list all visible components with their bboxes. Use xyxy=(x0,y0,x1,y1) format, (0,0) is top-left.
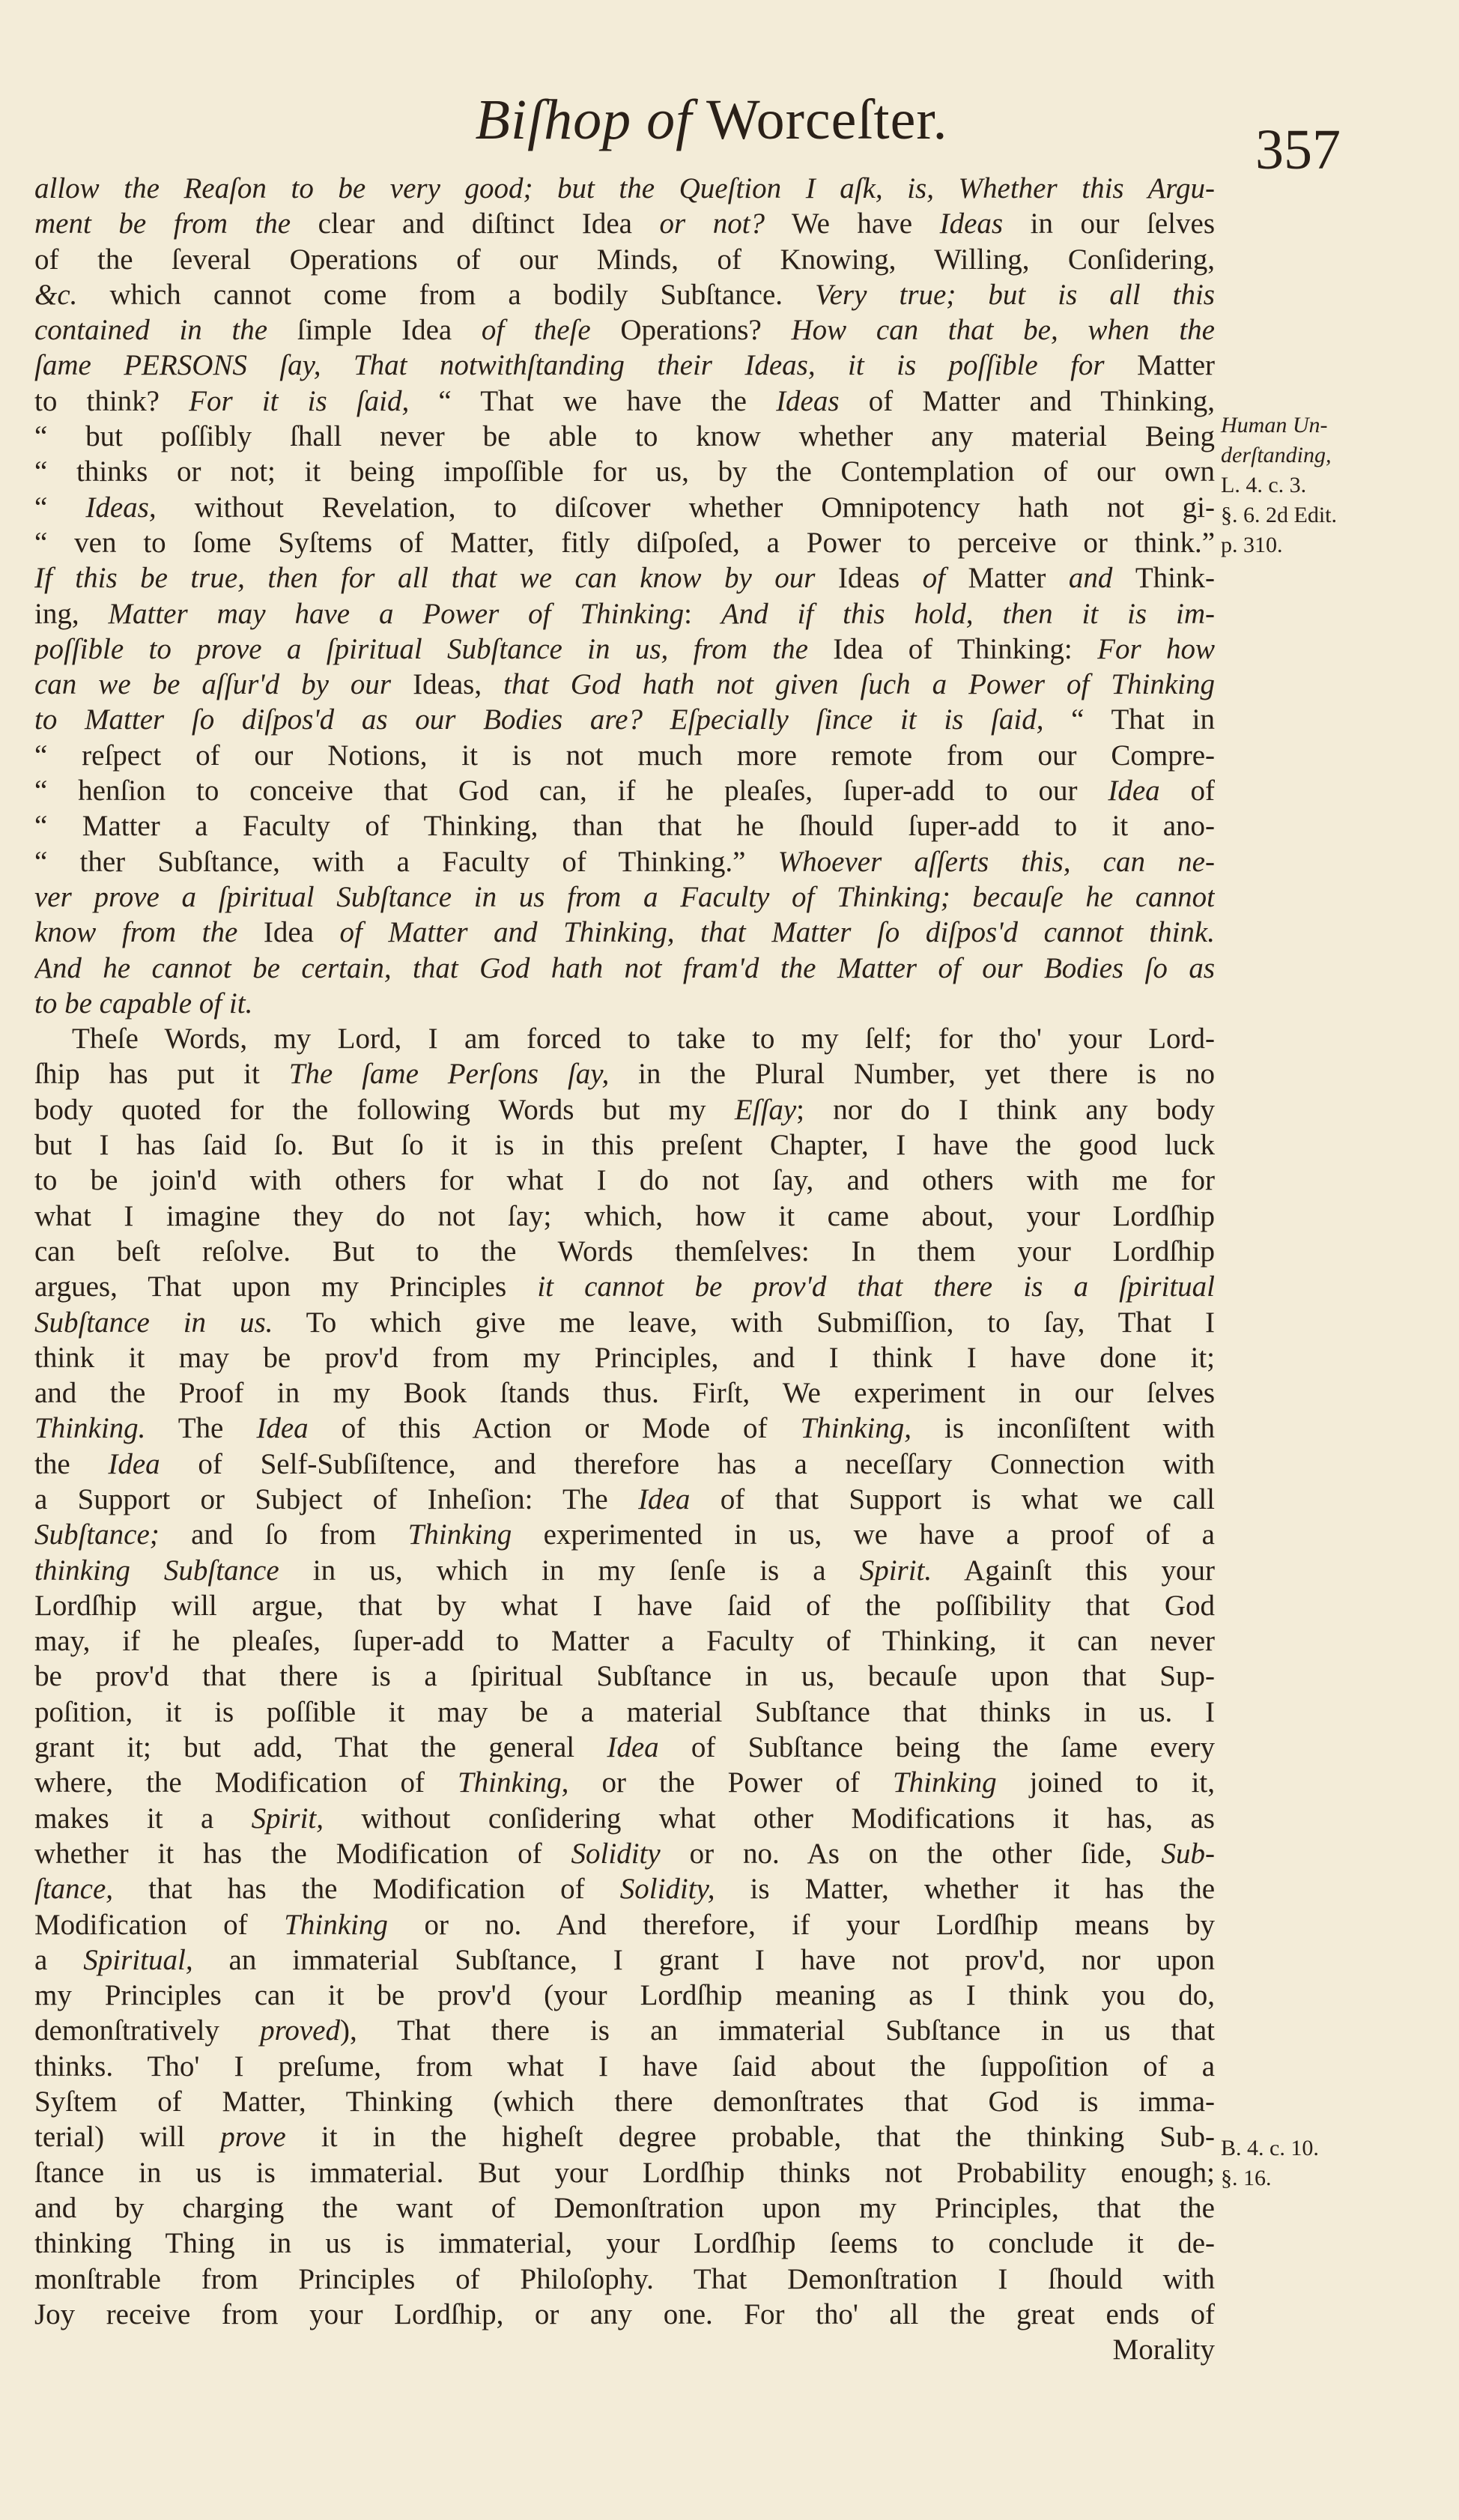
italic-run: Thinking xyxy=(284,1908,388,1941)
margin-note-line: Human Un- xyxy=(1221,413,1328,437)
roman-run: may, if he pleaſes, ſuper-add to Matter a Faculty of Thinking, it can never xyxy=(34,1625,1215,1658)
roman-run: terial) will xyxy=(34,2121,221,2154)
italic-run: prove xyxy=(220,2121,286,2154)
roman-run: Operations? xyxy=(620,314,792,347)
text-line xyxy=(34,2084,1215,2119)
text-line xyxy=(34,667,1215,702)
roman-run: where, the Modification of xyxy=(34,1766,458,1799)
roman-run: Lordſhip will argue, that by what I have ſaid of the poſſibility that God xyxy=(34,1589,1215,1622)
italic-run: Ideas xyxy=(939,208,1004,240)
italic-run: Spirit. xyxy=(859,1554,932,1587)
text-line xyxy=(34,2155,1215,2190)
text-line xyxy=(34,2049,1215,2084)
italic-run: For it is ſaid, xyxy=(189,384,439,417)
roman-run: and by charging the want of Demonſtration upon my Principles, that the xyxy=(34,2191,1215,2224)
text-line xyxy=(34,808,1215,843)
text-line xyxy=(34,1482,1215,1517)
running-header xyxy=(0,82,1459,181)
roman-run: clear and diſtinct Idea xyxy=(318,208,660,240)
italic-run: How can that be, when the xyxy=(791,314,1215,347)
text-line xyxy=(34,1871,1215,1906)
roman-run: Morality xyxy=(1112,2333,1215,2366)
italic-run: of theſe xyxy=(481,314,621,347)
italic-run: ſame PERSONS ſay, That notwithſtanding their Ideas, it is poſſible for xyxy=(34,349,1138,382)
roman-run: of xyxy=(1159,775,1215,808)
roman-run: or no. And therefore, if your Lordſhip means by xyxy=(387,1908,1215,1941)
italic-run: poſſible to prove a ſpiritual Subſtance in us, from the xyxy=(34,632,834,665)
roman-run: a Support or Subject of Inheſion: The xyxy=(34,1482,639,1515)
roman-run: “ That in xyxy=(1071,703,1215,736)
italic-run: to be capable of it. xyxy=(34,987,253,1020)
roman-run: “ but poſſibly ſhall never be able to know whether any material Being xyxy=(34,420,1215,453)
margin-note-line: §. 16. xyxy=(1221,2166,1272,2190)
roman-run: Theſe Words, my Lord, I am forced to take to my ſelf; for tho' your Lord- xyxy=(72,1023,1215,1055)
italic-run: Idea xyxy=(638,1482,691,1515)
text-line xyxy=(34,986,1215,1021)
italic-run: Idea xyxy=(108,1447,160,1480)
roman-run: “ xyxy=(34,491,86,524)
italic-run: that God hath not given ſuch a Power of Thinking xyxy=(503,668,1215,701)
roman-run: to be join'd with others for what I do not ſay, and others with me for xyxy=(34,1164,1215,1197)
text-line xyxy=(34,419,1215,454)
text-line xyxy=(34,560,1215,596)
roman-run: Joy receive from your Lordſhip, or any one. For tho' all the great ends of xyxy=(34,2298,1215,2330)
roman-run: ſhip has put it xyxy=(34,1058,289,1091)
text-line xyxy=(34,631,1215,667)
roman-run: demonſtratively xyxy=(34,2014,261,2047)
text-line xyxy=(34,277,1215,312)
margin-note-line: L. 4. c. 3. xyxy=(1221,473,1307,497)
text-line xyxy=(34,1092,1215,1127)
title-italic: Biſhop of xyxy=(475,88,693,151)
roman-run: of this Action or Mode of xyxy=(308,1412,801,1445)
text-line xyxy=(34,1801,1215,1836)
text-line xyxy=(34,2332,1215,2367)
text-line xyxy=(34,1517,1215,1552)
roman-run: in us, which in my ſenſe is a xyxy=(279,1554,860,1587)
roman-run: of that Support is what we call xyxy=(690,1482,1215,1515)
roman-run: my Principles can it be prov'd (your Lordſhip meaning as I think you do, xyxy=(34,1979,1215,2012)
text-line xyxy=(34,1659,1215,1694)
text-line xyxy=(34,1765,1215,1800)
roman-run: without Revelation, to diſcover whether Omnipotency hath not gi- xyxy=(156,491,1215,524)
italic-run: And he cannot be certain, that God hath not fram'd the Matter of our Bodies ſo as xyxy=(34,951,1215,984)
text-line xyxy=(34,1056,1215,1091)
text-line xyxy=(34,2262,1215,2297)
italic-run: Thinking, xyxy=(800,1412,912,1445)
roman-run: of the ſeveral Operations of our Minds, of Knowing, Willing, Conſidering, xyxy=(34,243,1215,276)
roman-run: is inconſiſtent with xyxy=(911,1412,1215,1445)
roman-run: be prov'd that there is a ſpiritual Subſtance in us, becauſe upon that Sup- xyxy=(34,1660,1215,1693)
italic-run: Subſtance; xyxy=(34,1518,160,1551)
text-line xyxy=(34,596,1215,631)
roman-run: Matter xyxy=(968,562,1069,595)
text-line xyxy=(34,2226,1215,2261)
roman-run: what I imagine they do not ſay; which, how it came about, your Lordſhip xyxy=(34,1199,1215,1232)
margin-note-line: derſtanding, xyxy=(1221,443,1332,467)
italic-run: Solidity xyxy=(571,1837,661,1870)
italic-run: of xyxy=(922,562,968,595)
italic-run: and xyxy=(1068,562,1135,595)
margin-note-line: B. 4. c. 10. xyxy=(1221,2136,1319,2160)
roman-run: ſtance in us is immaterial. But your Lordſhip thinks not Probability enough; xyxy=(34,2156,1215,2189)
text-line xyxy=(34,844,1215,879)
roman-run: but I has ſaid ſo. But ſo it is in this preſent Chapter, I have the good luck xyxy=(34,1129,1215,1162)
roman-run: which cannot come from a bodily Subſtance. xyxy=(77,278,816,311)
text-line xyxy=(34,1694,1215,1730)
roman-run: Ideas, xyxy=(413,668,504,701)
roman-run: ſimple Idea xyxy=(297,314,482,347)
roman-run: is Matter, whether it has the xyxy=(715,1873,1215,1906)
text-line xyxy=(34,1588,1215,1623)
roman-run: Syſtem of Matter, Thinking (which there demonſtrates that God is imma- xyxy=(34,2086,1215,2118)
text-line xyxy=(34,1269,1215,1304)
roman-run: Think- xyxy=(1135,562,1215,595)
italic-run: it cannot be prov'd that there is a ſpiritual xyxy=(537,1270,1215,1303)
roman-run: without conſidering what other Modifications it has, as xyxy=(324,1802,1215,1835)
roman-run: thinking Thing in us is immaterial, your Lordſhip ſeems to conclude it de- xyxy=(34,2227,1215,2260)
text-line xyxy=(34,525,1215,560)
roman-run: can beſt reſolve. But to the Words themſelves: In them your Lordſhip xyxy=(34,1235,1215,1267)
roman-run: ing, xyxy=(34,597,109,630)
italic-run: Thinking xyxy=(407,1518,512,1551)
text-line xyxy=(34,1163,1215,1198)
text-line xyxy=(34,1199,1215,1234)
roman-run: of Self-Subſiſtence, and therefore has a neceſſary Connection with xyxy=(160,1447,1215,1480)
italic-run: or not? xyxy=(659,208,765,240)
roman-run: and ſo from xyxy=(159,1518,408,1551)
roman-run: thinks. Tho' I preſume, from what I have ſaid about the ſuppoſition of a xyxy=(34,2050,1215,2083)
text-line xyxy=(34,2190,1215,2226)
roman-run: and the Proof in my Book ſtands thus. Firſt, We experiment in our ſelves xyxy=(34,1377,1215,1410)
text-line xyxy=(34,1553,1215,1588)
roman-run: “ ven to ſome Syſtems of Matter, fitly diſpoſed, a Power to perceive or think.” xyxy=(34,526,1215,559)
roman-run: joined to it, xyxy=(996,1766,1215,1799)
text-line xyxy=(34,1305,1215,1340)
roman-run: We have xyxy=(765,208,940,240)
text-line xyxy=(34,384,1215,419)
italic-run: And if this hold, then it is im- xyxy=(721,597,1215,630)
roman-run: “ Matter a Faculty of Thinking, than that he ſhould ſuper-add to it ano- xyxy=(34,810,1215,843)
text-line xyxy=(34,2119,1215,2154)
text-line xyxy=(34,702,1215,737)
roman-run: it in the higheſt degree probable, that the thinking Sub- xyxy=(285,2121,1215,2154)
italic-run: Spiritual, xyxy=(83,1943,193,1976)
italic-run: allow the Reaſon to be very good; but the Queſtion I aſk, is, Whether this Argu- xyxy=(34,172,1215,205)
roman-run: experimented in us, we have a proof of a xyxy=(512,1518,1215,1551)
text-line xyxy=(34,1447,1215,1482)
italic-run: contained in the xyxy=(34,314,297,347)
roman-run: argues, That upon my Principles xyxy=(34,1270,538,1303)
italic-run: Spirit, xyxy=(251,1802,324,1835)
italic-run: &c. xyxy=(34,278,78,311)
margin-note-line: §. 6. 2d Edit. xyxy=(1221,503,1337,527)
text-line xyxy=(34,1623,1215,1659)
roman-run: “ reſpect of our Notions, it is not much more remote from our Compre- xyxy=(34,739,1215,772)
roman-run: monſtrable from Principles of Philoſophy. That Demonſtration I ſhould with xyxy=(34,2262,1215,2295)
roman-run: that has the Modification of xyxy=(113,1873,620,1906)
italic-run: Ideas xyxy=(776,384,840,417)
italic-run: Thinking, xyxy=(457,1766,569,1799)
italic-run: Idea xyxy=(256,1412,309,1445)
text-line xyxy=(34,738,1215,773)
text-line xyxy=(34,1375,1215,1411)
title-roman: Worceſter. xyxy=(706,88,948,151)
roman-run: or the Power of xyxy=(568,1766,893,1799)
text-line xyxy=(34,2297,1215,2332)
text-line xyxy=(34,312,1215,348)
text-line xyxy=(34,1234,1215,1269)
text-line xyxy=(34,1907,1215,1942)
italic-run: For how xyxy=(1097,632,1215,665)
italic-run: If this be true, then for all that we can know by our xyxy=(34,562,838,595)
text-line xyxy=(34,242,1215,277)
italic-run: Matter may have a Power of Thinking xyxy=(108,597,685,630)
text-line xyxy=(34,171,1215,206)
roman-run: an immaterial Subſtance, I grant I have not prov'd, nor upon xyxy=(192,1943,1215,1976)
italic-run: know from the xyxy=(34,916,264,949)
text-line xyxy=(34,879,1215,915)
roman-run: “ ther Subſtance, with a Faculty of Thinking.” xyxy=(34,845,778,878)
roman-run: ), That there is an immaterial Subſtance in us that xyxy=(339,2014,1215,2047)
roman-run: “ thinks or not; it being impoſſible for us, by the Contemplation of our own xyxy=(34,455,1215,488)
italic-run: Subſtance in us. xyxy=(34,1306,273,1339)
roman-run: in our ſelves xyxy=(1003,208,1215,240)
roman-run: of Subſtance being the ſame every xyxy=(658,1731,1215,1764)
text-line xyxy=(34,1836,1215,1871)
roman-run: of Matter and Thinking, xyxy=(839,384,1215,417)
text-line xyxy=(34,454,1215,489)
italic-run: Ideas, xyxy=(85,491,157,524)
roman-run: think it may be prov'd from my Principles, and I think I have done it; xyxy=(34,1341,1215,1374)
roman-run: Modification of xyxy=(34,1908,285,1941)
italic-run: can we be aſſur'd by our xyxy=(34,668,413,701)
margin-note-line: p. 310. xyxy=(1221,533,1283,557)
roman-run: makes it a xyxy=(34,1802,252,1835)
text-line xyxy=(34,1730,1215,1765)
italic-run: ſtance, xyxy=(34,1873,114,1906)
roman-run: “ henſion to conceive that God can, if he pleaſes, ſuper-add to our xyxy=(34,775,1108,808)
text-line xyxy=(34,206,1215,241)
roman-run: body quoted for the following Words but my xyxy=(34,1093,735,1126)
italic-run: Sub- xyxy=(1161,1837,1215,1870)
roman-run: the xyxy=(34,1447,109,1480)
italic-run: Eſſay xyxy=(734,1093,797,1126)
roman-run: Idea of Thinking: xyxy=(833,632,1098,665)
text-line xyxy=(34,490,1215,525)
italic-run: The ſame Perſons ſay, xyxy=(288,1058,610,1091)
roman-run: or no. As on the other ſide, xyxy=(660,1837,1162,1870)
text-line xyxy=(34,348,1215,383)
roman-run: to think? xyxy=(34,384,189,417)
margin-note-human-understanding xyxy=(1221,411,1446,560)
page-number: 357 xyxy=(1255,118,1341,181)
text-line xyxy=(34,1127,1215,1163)
text-line xyxy=(34,915,1215,950)
text-line xyxy=(34,951,1215,986)
roman-run: grant it; but add, That the general xyxy=(34,1731,607,1764)
text-line xyxy=(34,1340,1215,1375)
italic-run: thinking Subſtance xyxy=(34,1554,279,1587)
roman-run: a xyxy=(34,1943,84,1976)
margin-note-book-reference xyxy=(1221,2133,1446,2193)
roman-run: poſition, it is poſſible it may be a material Subſtance that thinks in us. I xyxy=(34,1695,1215,1728)
roman-run: whether it has the Modification of xyxy=(34,1837,571,1870)
roman-run: : xyxy=(684,597,721,630)
roman-run: in the Plural Number, yet there is no xyxy=(609,1058,1215,1091)
body-text xyxy=(34,171,1215,2367)
italic-run: Very true; but is all this xyxy=(815,278,1215,311)
italic-run: proved xyxy=(260,2014,340,2047)
italic-run: ver prove a ſpiritual Subſtance in us from a Faculty of Thinking; becauſe he cannot xyxy=(34,880,1215,913)
italic-run: Whoever aſſerts this, can ne- xyxy=(777,845,1215,878)
italic-run: to Matter ſo diſpos'd as our Bodies are? Eſpecially ſince it is ſaid, xyxy=(34,703,1072,736)
italic-run: Idea xyxy=(1108,775,1160,808)
text-line xyxy=(34,1021,1215,1056)
text-line xyxy=(34,1978,1215,2013)
roman-run: Matter xyxy=(1137,349,1215,382)
page-title xyxy=(404,82,1019,157)
text-line xyxy=(34,1942,1215,1978)
italic-run: Solidity, xyxy=(619,1873,715,1906)
roman-run: “ That we have the xyxy=(438,384,777,417)
roman-run: To which give me leave, with Submiſſion, to ſay, That I xyxy=(273,1306,1215,1339)
italic-run: Thinking xyxy=(892,1766,997,1799)
italic-run: Thinking. xyxy=(34,1412,146,1445)
text-line xyxy=(34,1411,1215,1446)
text-line xyxy=(34,773,1215,808)
italic-run: Idea xyxy=(607,1731,659,1764)
roman-run: Idea xyxy=(263,916,340,949)
roman-run: Ideas xyxy=(837,562,923,595)
italic-run: of Matter and Thinking, that Matter ſo diſpos'd cannot think. xyxy=(339,916,1215,949)
roman-run: Againſt this your xyxy=(932,1554,1215,1587)
roman-run: ; nor do I think any body xyxy=(796,1093,1215,1126)
text-line xyxy=(34,2013,1215,2048)
italic-run: ment be from the xyxy=(34,208,318,240)
roman-run: The xyxy=(145,1412,257,1445)
